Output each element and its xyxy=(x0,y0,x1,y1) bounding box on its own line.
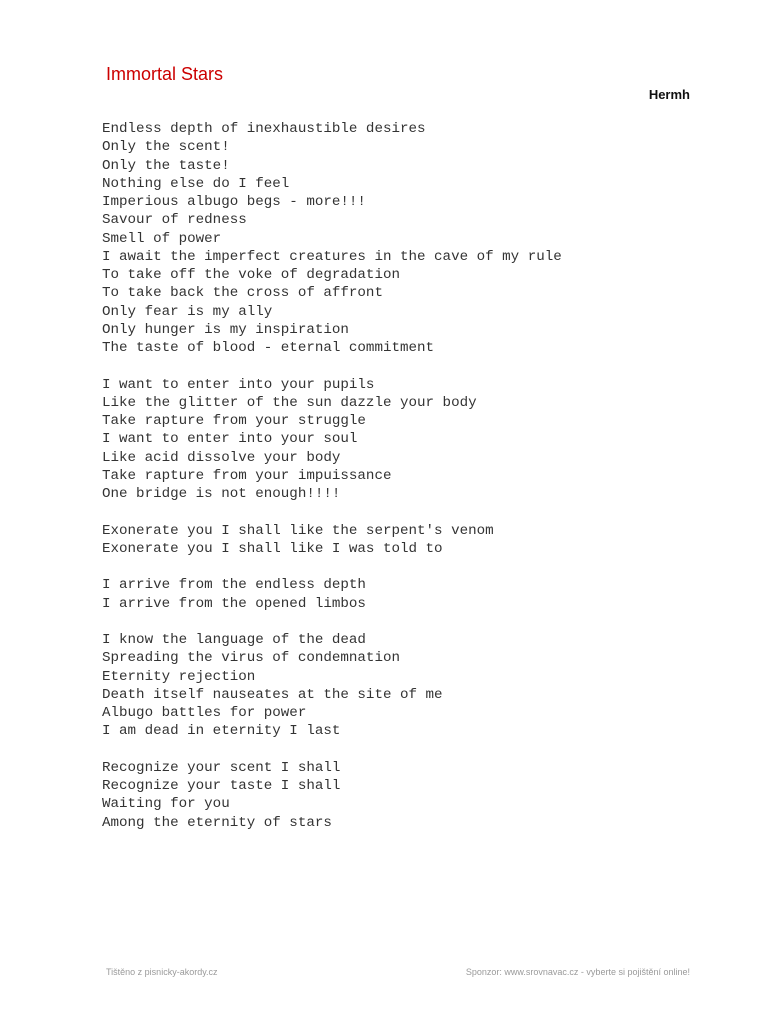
lyric-line: Recognize your taste I shall xyxy=(102,778,341,794)
lyric-line: Nothing else do I feel xyxy=(102,175,290,192)
footer-sponsor: Sponzor: www.srovnavac.cz - vyberte si pojištění online! xyxy=(465,967,690,977)
lyrics-body xyxy=(102,120,562,832)
lyric-line: Like acid dissolve your body xyxy=(102,449,341,466)
lyric-line: Take rapture from your impuissance xyxy=(102,467,392,484)
author-name: Hermh xyxy=(648,87,690,102)
lyric-line: Like the glitter of the sun dazzle your body xyxy=(102,394,477,411)
lyric-line: Take rapture from your struggle xyxy=(102,413,366,429)
lyric-line: Death itself nauseates at the site of me xyxy=(102,686,443,703)
lyric-line: Exonerate you I shall like the serpent's venom xyxy=(102,522,494,539)
lyric-line: Only the scent! xyxy=(102,139,230,156)
lyric-line: Only the taste! xyxy=(102,157,230,174)
lyric-line: Endless depth of inexhaustible desires xyxy=(102,121,426,137)
lyric-line: To take back the cross of affront xyxy=(102,285,383,302)
lyric-line: Only fear is my ally xyxy=(102,303,273,320)
lyric-line: I know the language of the dead xyxy=(102,632,366,648)
lyric-line: Imperious albugo begs - more!!! xyxy=(102,194,366,210)
lyric-line: Albugo battles for power xyxy=(102,705,307,721)
lyric-line: I am dead in eternity I last xyxy=(102,723,341,740)
lyric-line: Smell of power xyxy=(102,230,222,247)
stanza xyxy=(102,120,562,357)
lyric-line: I want to enter into your pupils xyxy=(102,376,375,393)
lyric-line: I want to enter into your soul xyxy=(102,431,358,448)
lyric-line: Recognize your scent I shall xyxy=(102,759,341,776)
lyric-line: I arrive from the opened limbos xyxy=(102,595,366,612)
lyric-line: I arrive from the endless depth xyxy=(102,577,366,594)
footer-printed-from: Tištěno z pisnicky-akordy.cz xyxy=(106,967,218,977)
lyric-line: One bridge is not enough!!!! xyxy=(102,486,341,502)
lyric-line: Exonerate you I shall like I was told to xyxy=(102,540,443,557)
stanza xyxy=(102,759,562,832)
stanza xyxy=(102,376,562,504)
lyric-line: The taste of blood - eternal commitment xyxy=(102,340,435,356)
lyric-line: To take off the voke of degradation xyxy=(102,267,400,283)
lyric-line: I await the imperfect creatures in the cave of my rule xyxy=(102,248,562,265)
lyric-line: Waiting for you xyxy=(102,796,230,813)
lyric-line: Among the eternity of stars xyxy=(102,814,332,831)
lyric-line: Savour of redness xyxy=(102,212,247,229)
lyric-line: Eternity rejection xyxy=(102,668,256,685)
page-title: Immortal Stars xyxy=(106,64,224,84)
stanza xyxy=(102,576,562,613)
stanza xyxy=(102,522,562,559)
lyric-line: Spreading the virus of condemnation xyxy=(102,650,400,667)
lyric-line: Only hunger is my inspiration xyxy=(102,321,349,338)
stanza xyxy=(102,631,562,741)
